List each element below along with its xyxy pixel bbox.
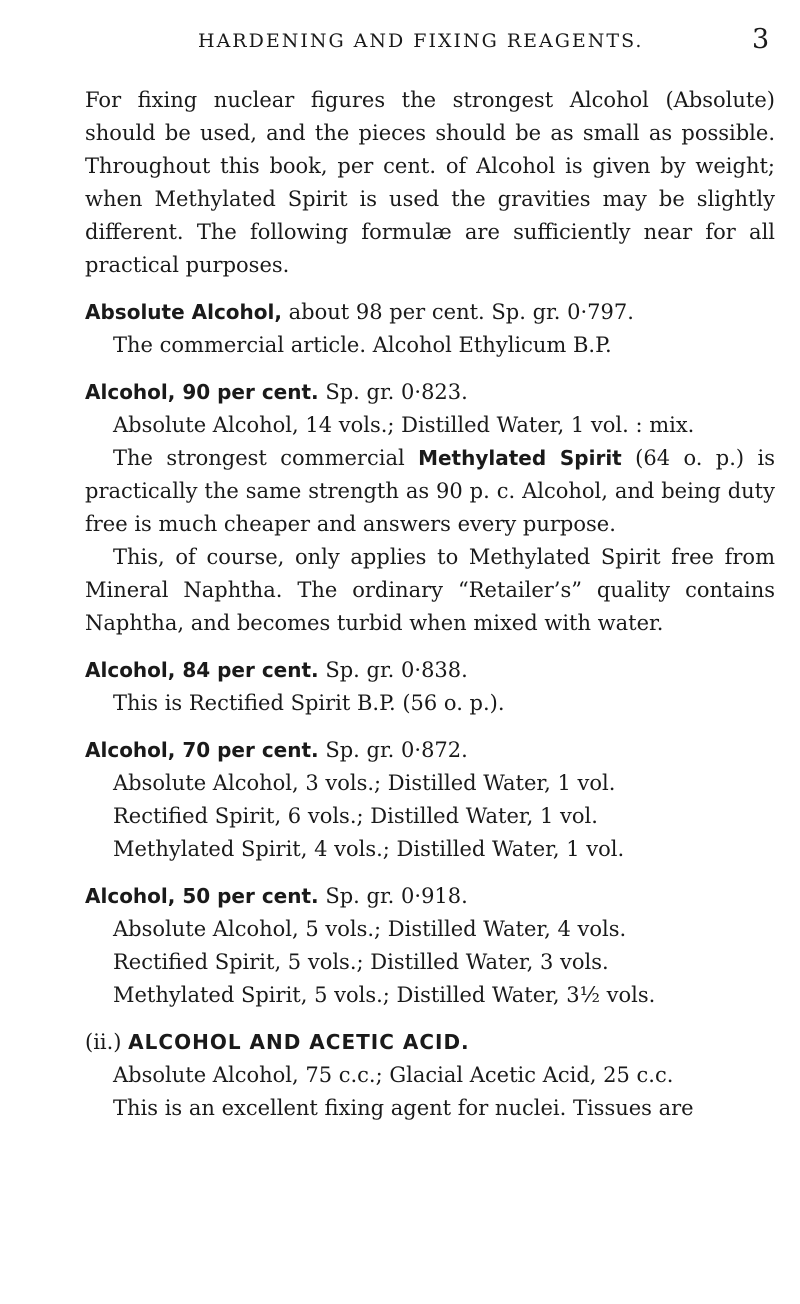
entry-spec: Sp. gr. 0·872. (318, 738, 468, 762)
entry-line: Methylated Spirit, 4 vols.; Distilled Water, 1 vol. (113, 837, 625, 861)
methylated-spirit-paragraph (85, 442, 775, 541)
entry-heading: Absolute Alcohol, (85, 300, 282, 324)
page-number: 3 (752, 24, 770, 55)
section-ii (85, 1026, 775, 1125)
entry-heading: Alcohol, 50 per cent. (85, 884, 319, 908)
naphtha-paragraph: This, of course, only applies to Methylated Spirit free from Mineral Naphtha. The ordinary “Retailer’s” quality contains Naphtha, and becomes turbid when mixed with water. (85, 545, 775, 635)
section-title: ALCOHOL AND ACETIC ACID. (128, 1030, 470, 1054)
entry-spec: Sp. gr. 0·823. (318, 380, 468, 404)
entry-line: Methylated Spirit, 5 vols.; Distilled Water, 3½ vols. (113, 983, 656, 1007)
entry-heading-line (85, 880, 775, 913)
entry-alcohol-50 (85, 880, 775, 1012)
entry-line: Rectified Spirit, 6 vols.; Distilled Water, 1 vol. (113, 804, 598, 828)
entry-line: Absolute Alcohol, 3 vols.; Distilled Water, 1 vol. (113, 771, 616, 795)
text-run: (64 o. p.) is practically the same strength as 90 p. c. Alcohol, and being duty free is much cheaper and answers every purpose. (85, 446, 776, 536)
section-line: This is an excellent fixing agent for nuclei. Tissues are (113, 1096, 694, 1120)
section-number: (ii.) (85, 1030, 129, 1054)
section-line: Absolute Alcohol, 75 c.c.; Glacial Acetic Acid, 25 c.c. (113, 1063, 674, 1087)
entry-line: Rectified Spirit, 5 vols.; Distilled Water, 3 vols. (113, 950, 609, 974)
entry-heading-line (85, 734, 775, 767)
entry-spec: Sp. gr. 0·838. (318, 658, 468, 682)
entry-line: The commercial article. Alcohol Ethylicum B.P. (113, 333, 612, 357)
page-header (0, 24, 800, 70)
entry-line: Absolute Alcohol, 5 vols.; Distilled Water, 4 vols. (113, 917, 627, 941)
section-ii-heading (85, 1026, 775, 1059)
entry-heading: Alcohol, 90 per cent. (85, 380, 319, 404)
entry-heading: Alcohol, 70 per cent. (85, 738, 319, 762)
entry-alcohol-70 (85, 734, 775, 866)
entry-alcohol-84 (85, 654, 775, 720)
entry-spec: Sp. gr. 0·918. (318, 884, 468, 908)
intro-paragraph: For fixing nuclear figures the strongest Alcohol (Absolute) should be used, and the pieces should be as small as possible. Throughout this book, per cent. of Alcohol is given by weight; when Methylated Spirit is used the gravities may be slightly different. The following formulæ are sufficiently near for all practical purposes. (85, 88, 775, 277)
page-body (85, 84, 775, 1125)
text-run: The strongest commercial (113, 446, 419, 470)
entry-alcohol-90 (85, 376, 775, 640)
methylated-spirit-term: Methylated Spirit (418, 446, 622, 470)
entry-spec: about 98 per cent. Sp. gr. 0·797. (281, 300, 634, 324)
entry-line: This is Rectified Spirit B.P. (56 o. p.). (113, 691, 505, 715)
entry-heading-line (85, 296, 775, 329)
entry-line: Absolute Alcohol, 14 vols.; Distilled Water, 1 vol. : mix. (113, 413, 695, 437)
running-head: HARDENING AND FIXING REAGENTS. (198, 30, 644, 52)
entry-absolute-alcohol (85, 296, 775, 362)
entry-heading: Alcohol, 84 per cent. (85, 658, 319, 682)
entry-heading-line (85, 376, 775, 409)
entry-heading-line (85, 654, 775, 687)
